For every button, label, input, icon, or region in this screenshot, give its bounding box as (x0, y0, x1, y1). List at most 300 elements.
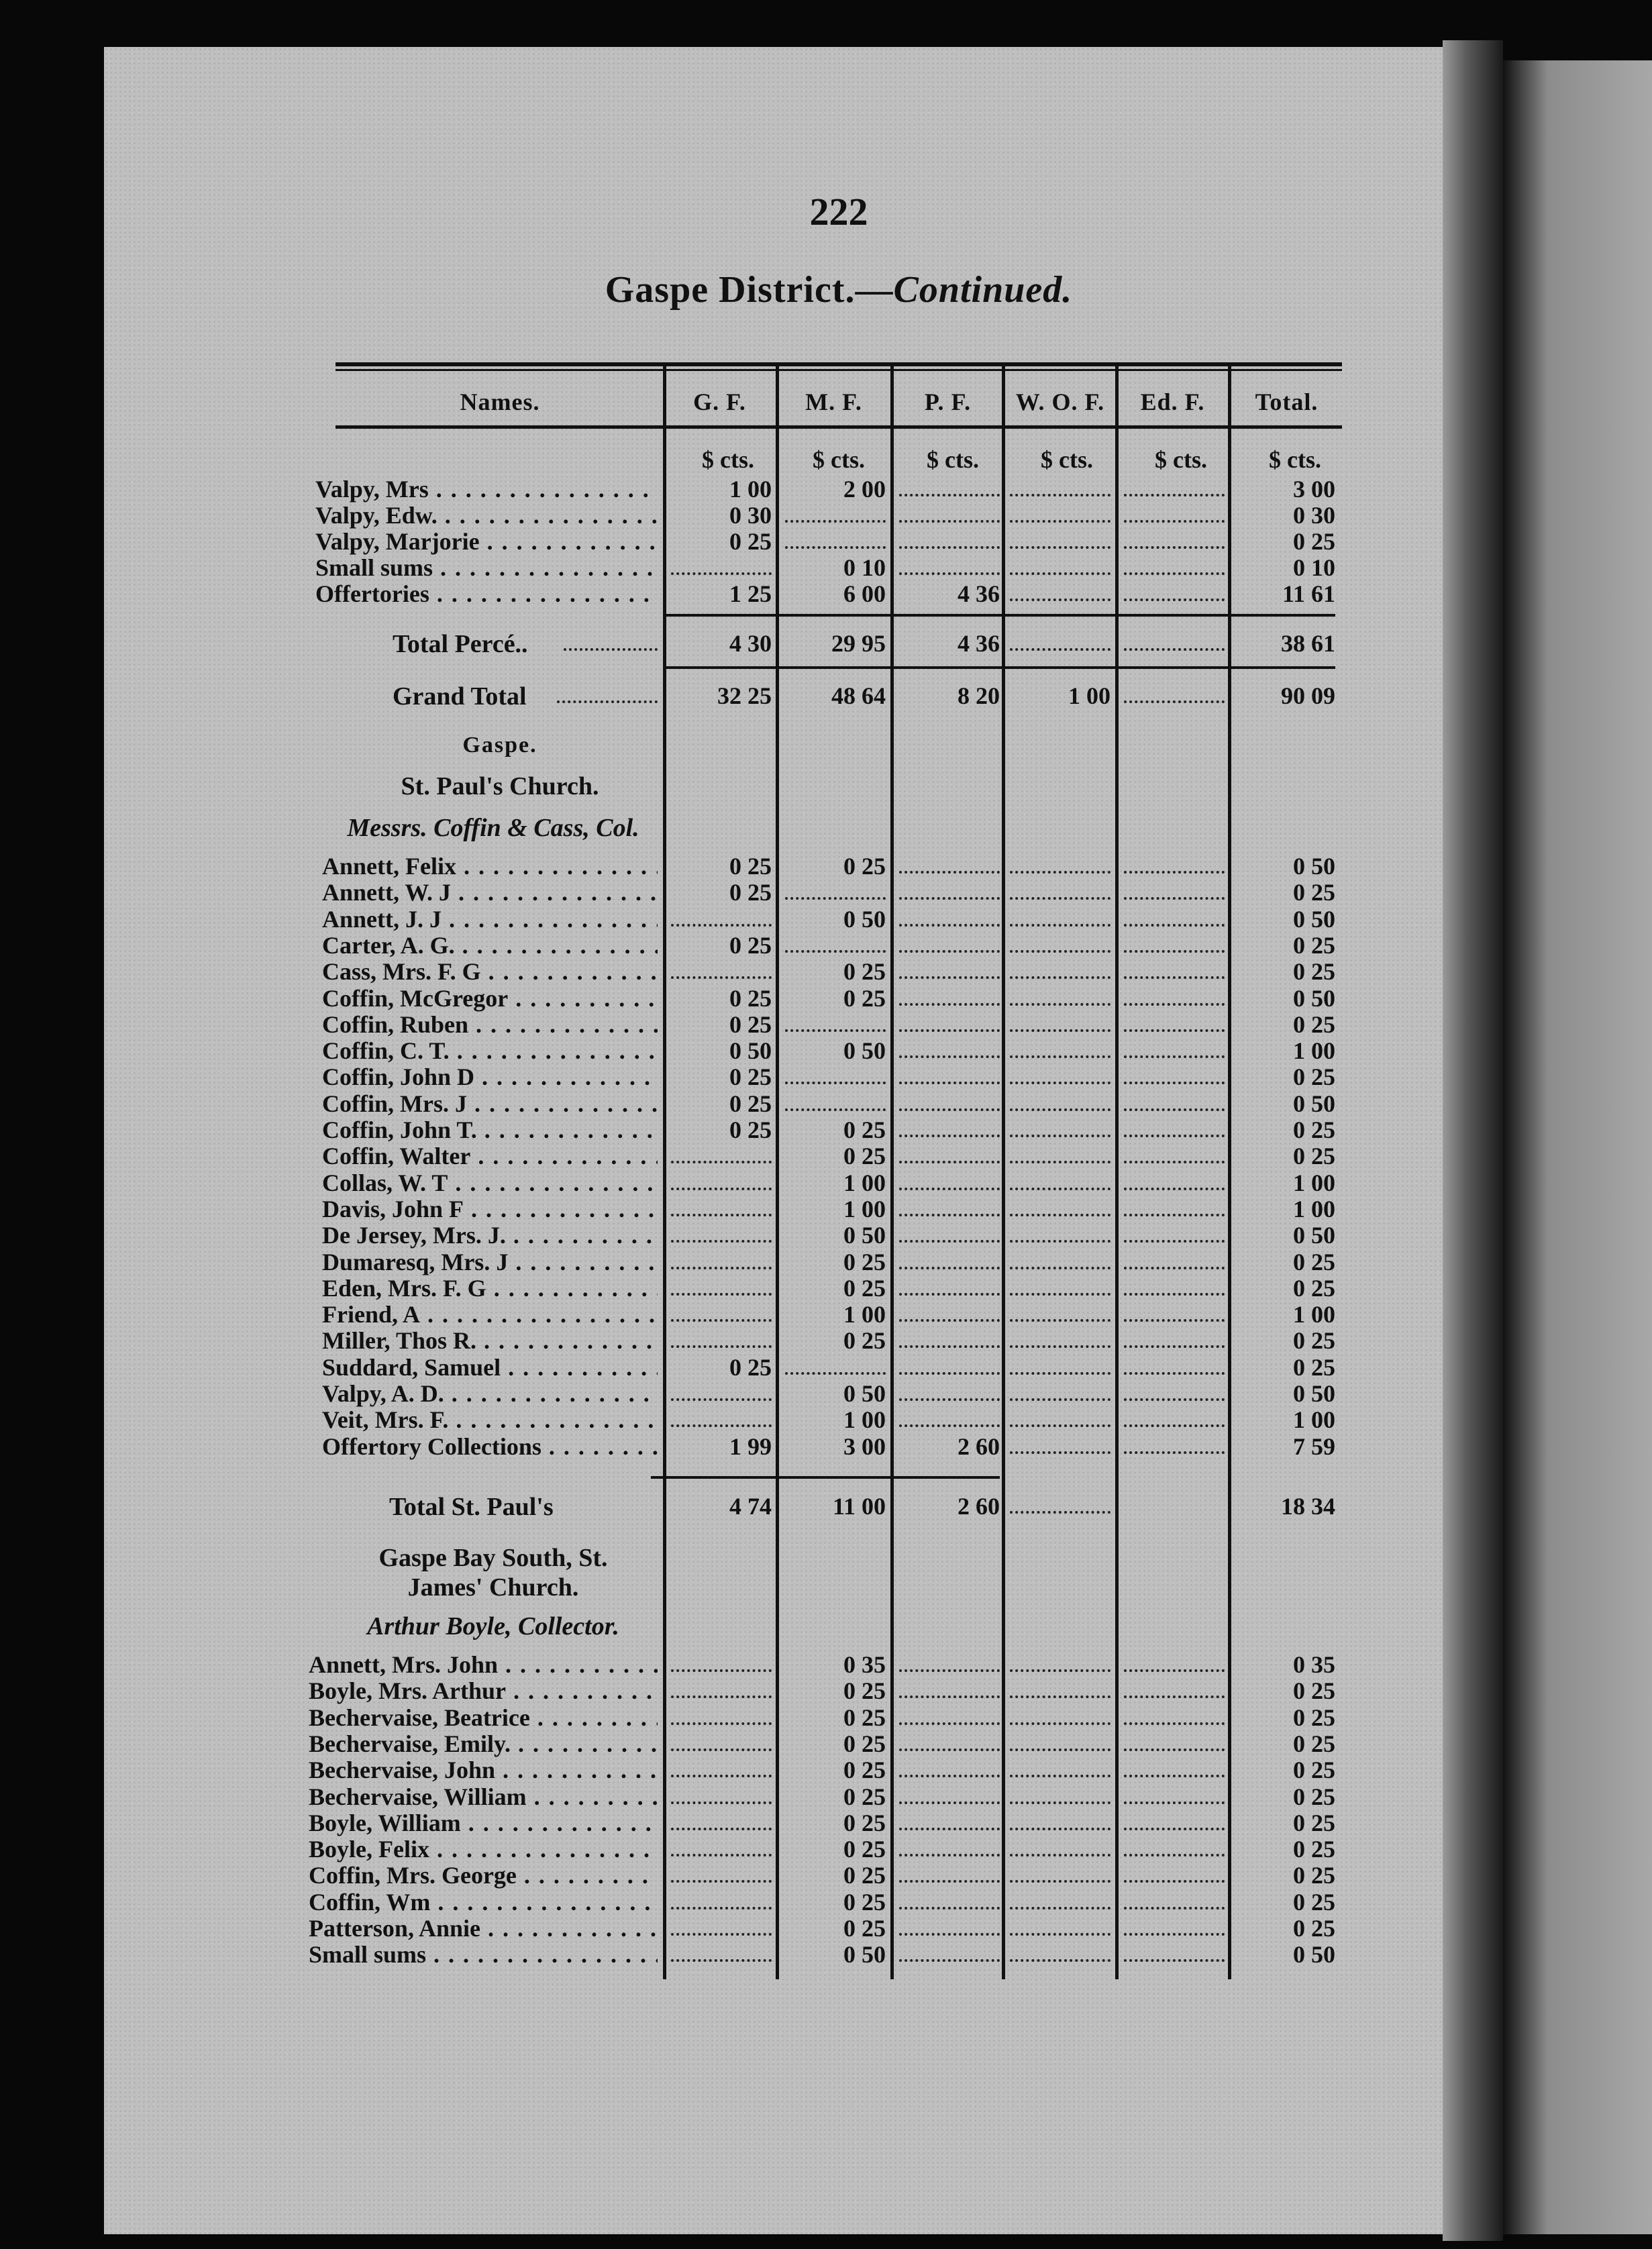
dot-leader (899, 1694, 1000, 1698)
cell-gf: 0 25 (729, 931, 772, 959)
dot-leader (1010, 1747, 1111, 1751)
table-row (0, 1861, 1652, 1888)
cell-wof: 1 00 (1068, 682, 1111, 709)
dot-leader (1124, 1265, 1225, 1269)
dot-leader (899, 1773, 1000, 1777)
row-name: Small sums . . . (309, 1940, 658, 1969)
cell-mf: 0 25 (843, 1809, 886, 1836)
cell-total: 0 25 (1293, 1274, 1335, 1302)
dot-leader (899, 1905, 1000, 1910)
table-row (0, 580, 1652, 607)
collector-role: , Collector. (505, 1612, 619, 1640)
dot-leader (1124, 1932, 1225, 1936)
dot-leader (1010, 870, 1111, 874)
cell-gf: 0 25 (729, 1010, 772, 1038)
dot-leader (899, 1318, 1000, 1322)
grand-total-row (0, 682, 1652, 709)
header-rule-top (335, 362, 1342, 366)
cell-total: 0 25 (1293, 1143, 1335, 1170)
cell-mf: 0 50 (843, 1380, 886, 1407)
cell-mf: 0 35 (843, 1651, 886, 1678)
row-name: Bechervaise, William . . . (309, 1783, 658, 1811)
dot-leader (785, 896, 886, 900)
dot-leader (1124, 519, 1225, 523)
dot-leader (899, 1133, 1000, 1137)
dot-leader (671, 1879, 772, 1883)
table-row (0, 1090, 1652, 1116)
dot-leader (671, 1292, 772, 1296)
dot-leader (899, 571, 1000, 575)
dot-leader (1124, 1397, 1225, 1401)
dot-leader (1010, 1054, 1111, 1058)
unit-gf: $ cts. (702, 446, 754, 473)
dot-leader (1010, 1668, 1111, 1672)
dot-leader (1010, 1423, 1111, 1427)
cell-mf: 29 95 (831, 630, 886, 657)
cell-mf: 0 50 (843, 1941, 886, 1969)
total-perce-row (0, 629, 1652, 656)
unit-pf: $ cts. (927, 446, 979, 473)
table-row (0, 554, 1652, 580)
dot-leader (671, 1344, 772, 1348)
cell-mf: 1 00 (843, 1195, 886, 1222)
dot-leader (671, 1668, 772, 1672)
dot-leader (899, 1239, 1000, 1243)
cell-pf: 4 36 (958, 580, 1000, 607)
table-row (0, 1730, 1652, 1757)
dot-leader (1124, 1186, 1225, 1190)
dot-leader (1124, 923, 1225, 927)
row-name: Bechervaise, John . . . (309, 1756, 658, 1784)
dot-leader (899, 1397, 1000, 1401)
cell-mf: 0 25 (843, 1327, 886, 1355)
st-james-heading-2: James' Church. (407, 1573, 579, 1602)
cell-total: 1 00 (1293, 1037, 1335, 1065)
row-name: Boyle, William . . . (309, 1809, 658, 1837)
dot-leader (1010, 545, 1111, 549)
table-row (0, 878, 1652, 905)
dot-leader (1010, 1186, 1111, 1190)
dot-leader (1010, 1028, 1111, 1032)
cell-mf: 0 25 (843, 958, 886, 986)
row-name: Suddard, Samuel . . . (322, 1353, 658, 1381)
dot-leader (899, 1852, 1000, 1856)
cell-total: 0 25 (1293, 1836, 1335, 1863)
row-name: Valpy, A. D. . . . (322, 1379, 658, 1408)
dot-leader (671, 1852, 772, 1856)
cell-mf: 1 00 (843, 1406, 886, 1434)
dot-leader (899, 870, 1000, 874)
cell-total: 0 25 (1293, 958, 1335, 986)
row-name: Boyle, Mrs. Arthur . . . (309, 1677, 658, 1705)
row-name: Coffin, Walter . . . (322, 1142, 658, 1170)
cell-total: 0 25 (1293, 1915, 1335, 1942)
dot-leader (1124, 1694, 1225, 1698)
cell-total: 18 34 (1281, 1493, 1335, 1520)
dot-leader (1124, 597, 1225, 601)
dot-leader (1010, 1212, 1111, 1216)
cell-total: 1 00 (1293, 1195, 1335, 1222)
cell-total: 0 30 (1293, 502, 1335, 529)
table-row (0, 1406, 1652, 1432)
cell-total: 1 00 (1293, 1301, 1335, 1328)
cell-mf: 0 50 (843, 1222, 886, 1249)
dot-leader (1124, 896, 1225, 900)
cell-mf: 0 25 (843, 1116, 886, 1143)
dot-leader (1010, 1002, 1111, 1006)
cell-gf: 0 50 (729, 1037, 772, 1065)
title-main: Gaspe District.— (605, 269, 894, 311)
cell-total: 0 25 (1293, 1783, 1335, 1810)
st-james-heading-1: Gaspe Bay South, St. (378, 1544, 608, 1572)
dot-leader (1124, 1292, 1225, 1296)
table-row (0, 501, 1652, 528)
dot-leader (671, 1159, 772, 1163)
dot-leader (1010, 1107, 1111, 1111)
col-mf: M. F. (805, 388, 862, 415)
col-wof: W. O. F. (1015, 388, 1105, 415)
cell-mf: 0 25 (843, 1783, 886, 1810)
table-row (0, 1704, 1652, 1730)
dot-leader (899, 1212, 1000, 1216)
dot-leader (1010, 1292, 1111, 1296)
cell-total: 38 61 (1281, 630, 1335, 657)
table-row (0, 852, 1652, 879)
col-names: Names. (460, 388, 540, 415)
dot-leader (899, 1423, 1000, 1427)
dot-leader (1124, 1318, 1225, 1322)
dot-leader (1124, 1159, 1225, 1163)
cell-total: 0 25 (1293, 1888, 1335, 1916)
dot-leader (899, 923, 1000, 927)
dot-leader (1124, 1773, 1225, 1777)
dot-leader (1124, 1002, 1225, 1006)
table-row (0, 527, 1652, 554)
dot-leader (1010, 1958, 1111, 1962)
cell-total: 7 59 (1293, 1432, 1335, 1460)
row-name: Annett, Mrs. John . . . (309, 1651, 658, 1679)
row-name: Valpy, Marjorie . . . (315, 527, 658, 556)
table-row (0, 1248, 1652, 1275)
st-pauls-heading: St. Paul's Church. (401, 772, 599, 800)
cell-gf: 4 30 (729, 630, 772, 657)
dot-leader (785, 1028, 886, 1032)
table-row (0, 1274, 1652, 1301)
cell-mf: 0 25 (843, 1274, 886, 1302)
st-james-collector (322, 1612, 664, 1641)
cell-gf: 4 74 (729, 1493, 772, 1520)
sum-rule (664, 614, 1335, 617)
table-row (0, 905, 1652, 932)
dot-leader (671, 571, 772, 575)
dot-leader (899, 1747, 1000, 1751)
table-row (0, 1195, 1652, 1222)
dot-leader (671, 1932, 772, 1936)
row-name: Boyle, Felix . . . (309, 1835, 658, 1863)
row-name: Carter, A. G. . . . (322, 931, 658, 959)
dot-leader (1124, 1852, 1225, 1856)
cell-total: 0 50 (1293, 1090, 1335, 1117)
dot-leader (1124, 975, 1225, 979)
dot-leader (899, 492, 1000, 496)
dot-leader (1010, 1879, 1111, 1883)
cell-mf: 0 25 (843, 1888, 886, 1916)
row-name: De Jersey, Mrs. J. . . . (322, 1221, 658, 1249)
dot-leader (1124, 1344, 1225, 1348)
cell-total: 0 25 (1293, 931, 1335, 959)
cell-total: 0 25 (1293, 1862, 1335, 1889)
dot-leader (785, 949, 886, 953)
dot-leader (1124, 1800, 1225, 1804)
dot-leader (899, 545, 1000, 549)
cell-total: 1 00 (1293, 1169, 1335, 1196)
cell-total: 0 25 (1293, 1677, 1335, 1705)
row-name: Dumaresq, Mrs. J . . . (322, 1248, 658, 1276)
dot-leader (785, 1080, 886, 1084)
table-row (0, 1809, 1652, 1836)
dot-leader (671, 1397, 772, 1401)
table-row (0, 1353, 1652, 1380)
cell-mf: 0 10 (843, 554, 886, 581)
dot-leader (899, 896, 1000, 900)
cell-mf: 0 25 (843, 1677, 886, 1705)
dot-leader (671, 1826, 772, 1830)
cell-mf: 0 25 (843, 853, 886, 880)
dot-leader (899, 1265, 1000, 1269)
dot-leader (1010, 1852, 1111, 1856)
dot-leader (1010, 1344, 1111, 1348)
dot-leader (1010, 1773, 1111, 1777)
dot-leader (1124, 1371, 1225, 1375)
dot-leader (671, 1423, 772, 1427)
cell-total: 0 25 (1293, 1248, 1335, 1275)
cell-total: 0 25 (1293, 528, 1335, 555)
row-name: Coffin, Wm . . . (309, 1888, 658, 1916)
cell-gf: 1 25 (729, 580, 772, 607)
cell-total: 0 25 (1293, 879, 1335, 906)
cell-mf: 11 00 (832, 1493, 886, 1520)
dot-leader (899, 1107, 1000, 1111)
dot-leader (671, 1318, 772, 1322)
dot-leader (899, 1879, 1000, 1883)
dot-leader (1124, 1423, 1225, 1427)
dot-leader (1124, 647, 1225, 651)
table-row (0, 1432, 1652, 1459)
row-name: Coffin, C. T. . . . (322, 1037, 658, 1065)
cell-total: 0 25 (1293, 1327, 1335, 1355)
table-row (0, 957, 1652, 984)
table-row (0, 1888, 1652, 1915)
cell-total: 0 10 (1293, 554, 1335, 581)
dot-leader (1010, 949, 1111, 953)
row-name: Coffin, Mrs. George . . . (309, 1861, 658, 1889)
header-rule-top-2 (335, 369, 1342, 371)
dot-leader (1010, 975, 1111, 979)
dot-leader (1124, 699, 1225, 703)
row-name: Annett, W. J . . . (322, 878, 658, 906)
dot-leader (899, 1344, 1000, 1348)
dot-leader (1124, 1212, 1225, 1216)
cell-mf: 3 00 (843, 1432, 886, 1460)
table-row (0, 1677, 1652, 1704)
cell-total: 0 25 (1293, 1063, 1335, 1091)
cell-mf: 1 00 (843, 1169, 886, 1196)
st-pauls-collector: Messrs. Coffin & Cass, Col. (347, 814, 639, 842)
dot-leader (1124, 571, 1225, 575)
dot-leader (671, 1239, 772, 1243)
table-row (0, 1063, 1652, 1090)
dot-leader (899, 1668, 1000, 1672)
dot-leader (1010, 1510, 1111, 1514)
table-row (0, 1940, 1652, 1967)
cell-gf: 0 25 (729, 1063, 772, 1091)
cell-total: 0 50 (1293, 1380, 1335, 1407)
dot-leader (899, 1800, 1000, 1804)
row-name: Coffin, Ruben . . . (322, 1010, 658, 1039)
dot-leader (671, 923, 772, 927)
dot-leader (1124, 492, 1225, 496)
cell-total: 3 00 (1293, 476, 1335, 503)
row-name: Valpy, Mrs . . . (315, 475, 658, 503)
row-name: Annett, Felix . . . (322, 852, 658, 880)
unit-edf: $ cts. (1155, 446, 1207, 473)
cell-total: 0 25 (1293, 1116, 1335, 1143)
cell-total: 11 61 (1282, 580, 1335, 607)
col-total: Total. (1255, 388, 1319, 415)
col-edf: Ed. F. (1140, 388, 1205, 415)
table-row (0, 1300, 1652, 1327)
dot-leader (899, 949, 1000, 953)
col-gf: G. F. (693, 388, 746, 415)
dot-leader (1010, 597, 1111, 601)
table-row (0, 1010, 1652, 1037)
dot-leader (1010, 1800, 1111, 1804)
dot-leader (557, 699, 658, 703)
row-name: Small sums . . . (315, 554, 658, 582)
dot-leader (1124, 949, 1225, 953)
dot-leader (1010, 519, 1111, 523)
dot-leader (899, 1721, 1000, 1725)
cell-total: 0 25 (1293, 1010, 1335, 1038)
cell-gf: 32 25 (717, 682, 772, 709)
row-name: Offertories . . . (315, 580, 658, 608)
dot-leader (1010, 492, 1111, 496)
dot-leader (671, 1773, 772, 1777)
dot-leader (671, 1186, 772, 1190)
dot-leader (1010, 1239, 1111, 1243)
table-row (0, 1651, 1652, 1677)
cell-total: 0 25 (1293, 1757, 1335, 1784)
cell-total: 0 50 (1293, 905, 1335, 933)
dot-leader (1124, 1721, 1225, 1725)
total-perce-label: Total Percé.. (393, 630, 528, 658)
dot-leader (1124, 1826, 1225, 1830)
dot-leader (1124, 1080, 1225, 1084)
table-row (0, 475, 1652, 502)
cell-mf: 0 25 (843, 1862, 886, 1889)
title-continued: Continued. (893, 269, 1073, 311)
table-row (0, 1756, 1652, 1783)
unit-total: $ cts. (1269, 446, 1321, 473)
dot-leader (1010, 923, 1111, 927)
cell-total: 0 50 (1293, 1222, 1335, 1249)
total-st-pauls-row (0, 1492, 1652, 1519)
unit-mf: $ cts. (813, 446, 865, 473)
cell-mf: 0 25 (843, 1730, 886, 1757)
dot-leader (899, 1028, 1000, 1032)
table-row (0, 1221, 1652, 1248)
cell-gf: 0 25 (729, 853, 772, 880)
dot-leader (1124, 545, 1225, 549)
cell-total: 0 50 (1293, 1941, 1335, 1969)
row-name: Eden, Mrs. F. G . . . (322, 1274, 658, 1302)
dot-leader (899, 1826, 1000, 1830)
sum-rule (651, 1476, 1000, 1479)
header-rule-bottom (335, 425, 1342, 429)
row-name: Offertory Collections . . . (322, 1432, 658, 1461)
dot-leader (1010, 1265, 1111, 1269)
cell-gf: 0 30 (729, 502, 772, 529)
dot-leader (785, 519, 886, 523)
dot-leader (671, 1265, 772, 1269)
sum-rule (664, 666, 1335, 669)
cell-gf: 0 25 (729, 1090, 772, 1117)
row-name: Collas, W. T . . . (322, 1169, 658, 1197)
cell-mf: 0 50 (843, 905, 886, 933)
table-row (0, 1379, 1652, 1406)
cell-mf: 0 25 (843, 984, 886, 1012)
cell-gf: 1 99 (729, 1432, 772, 1460)
gaspe-heading: Gaspe. (462, 733, 537, 757)
table-row (0, 1914, 1652, 1941)
dot-leader (1124, 1668, 1225, 1672)
dot-leader (899, 1080, 1000, 1084)
dot-leader (899, 1186, 1000, 1190)
dot-leader (1124, 1133, 1225, 1137)
row-name: Coffin, McGregor . . . (322, 984, 658, 1012)
dot-leader (1124, 1054, 1225, 1058)
table-row (0, 1169, 1652, 1196)
row-name: Davis, John F . . . (322, 1195, 658, 1223)
row-name: Cass, Mrs. F. G . . . (322, 957, 658, 986)
dot-leader (1010, 571, 1111, 575)
cell-gf: 0 25 (729, 528, 772, 555)
cell-mf: 0 25 (843, 1836, 886, 1863)
dot-leader (671, 1212, 772, 1216)
cell-pf: 8 20 (958, 682, 1000, 709)
cell-total: 1 00 (1293, 1406, 1335, 1434)
dot-leader (1010, 1080, 1111, 1084)
cell-gf: 0 25 (729, 984, 772, 1012)
dot-leader (1124, 1450, 1225, 1454)
dot-leader (671, 1958, 772, 1962)
total-st-pauls-label: Total St. Paul's (389, 1493, 554, 1521)
dot-leader (1124, 1879, 1225, 1883)
row-name: Annett, J. J . . . (322, 905, 658, 933)
dot-leader (1124, 1905, 1225, 1910)
dot-leader (1010, 1826, 1111, 1830)
dot-leader (785, 1371, 886, 1375)
page-number: 222 (809, 190, 868, 233)
table-row (0, 1783, 1652, 1810)
dot-leader (1010, 1721, 1111, 1725)
dot-leader (1010, 1932, 1111, 1936)
dot-leader (899, 1371, 1000, 1375)
dot-leader (785, 1107, 886, 1111)
cell-pf: 4 36 (958, 630, 1000, 657)
dot-leader (1010, 647, 1111, 651)
dot-leader (1010, 1694, 1111, 1698)
